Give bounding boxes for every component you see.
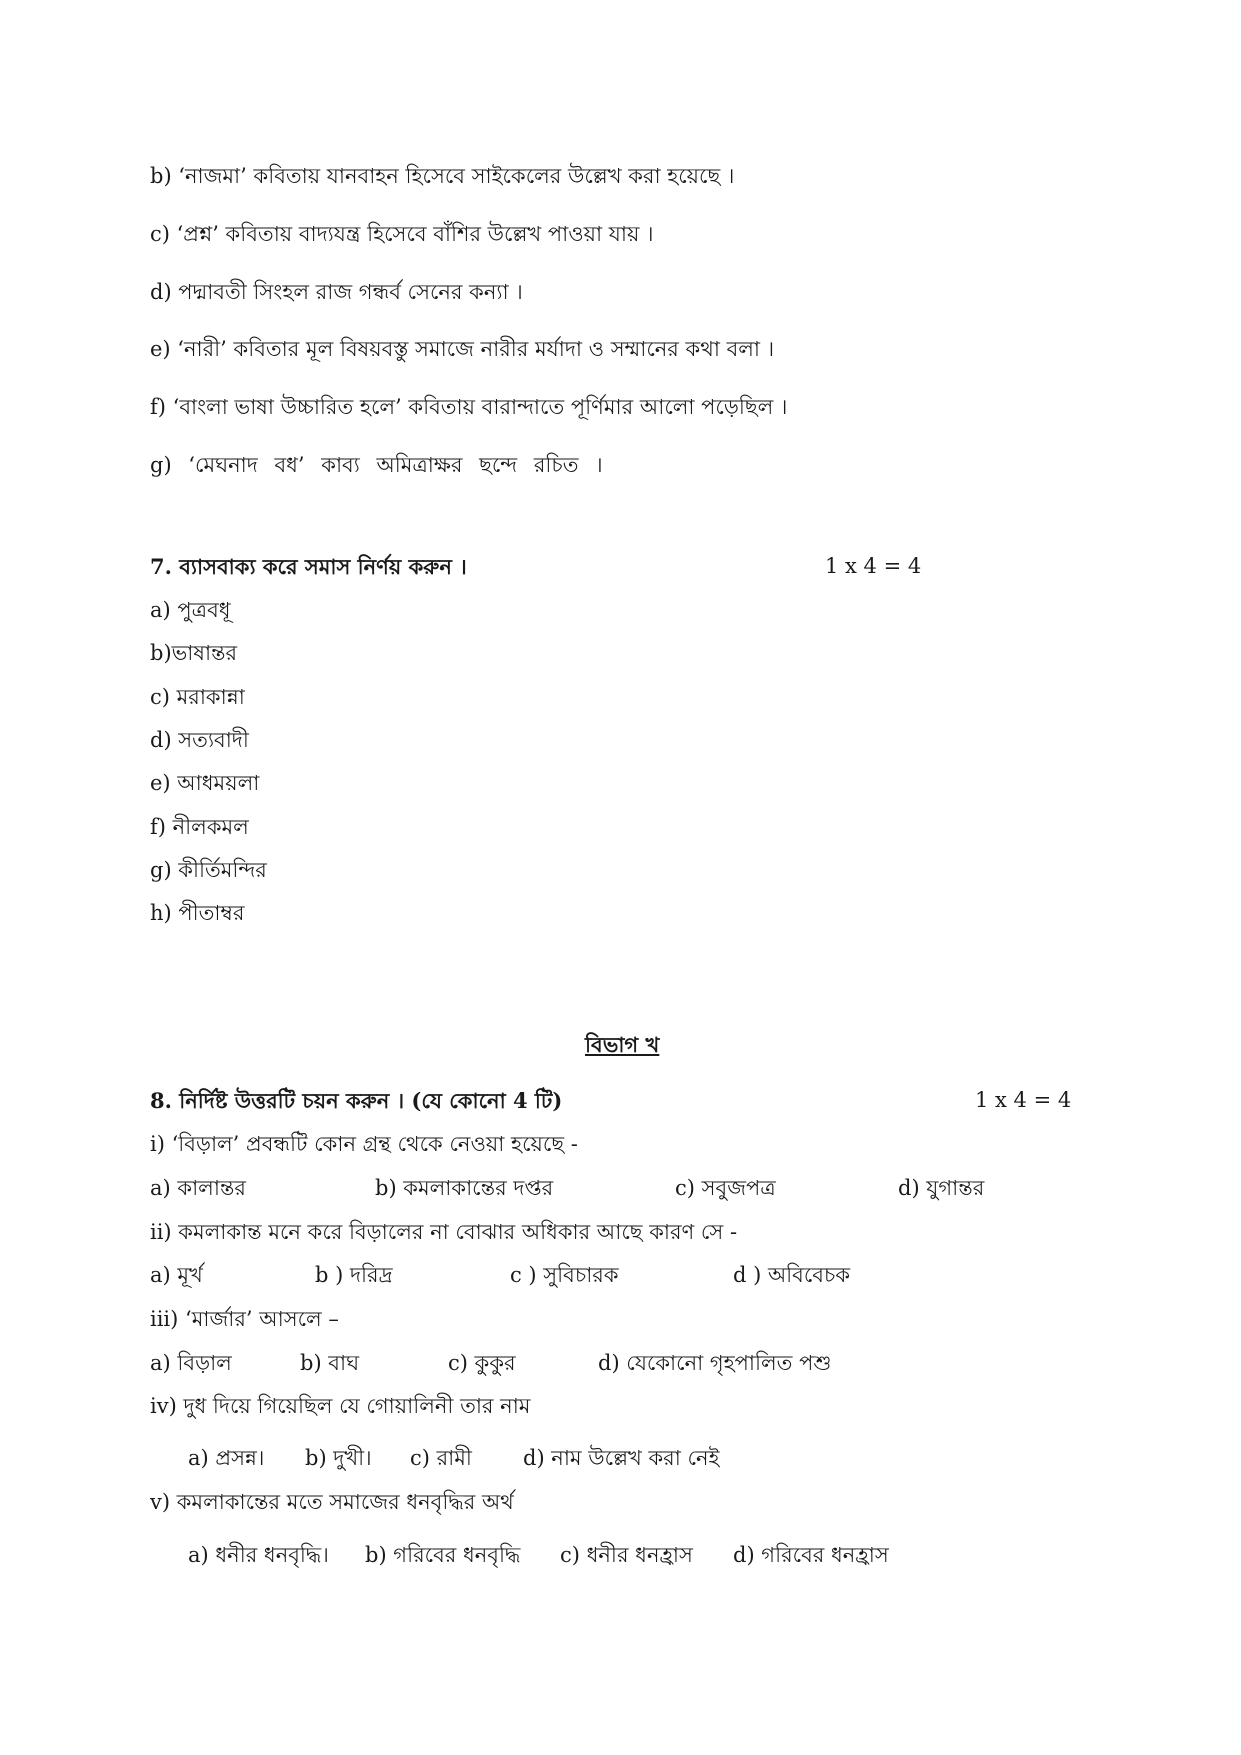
- q7-item-d: d) সত্যবাদী: [150, 728, 249, 752]
- q7-marks: 1 x 4 = 4: [825, 554, 922, 578]
- q8-i-question: i) ‘বিড়াল’ প্রবন্ধটি কোন গ্রন্থ থেকে নেওয়া হয়েছে -: [150, 1132, 578, 1156]
- q8-ii-question: ii) কমলাকান্ত মনে করে বিড়ালের না বোঝার অধিকার আছে কারণ সে -: [150, 1220, 738, 1244]
- q8-title: 8. নির্দিষ্ট উত্তরটি চয়ন করুন । (যে কোনো 4 টি): [150, 1088, 563, 1113]
- q8-i-option-b: b) কমলাকান্তের দপ্তর: [375, 1176, 554, 1200]
- q7-title: 7. ব্যাসবাক্য করে সমাস নির্ণয় করুন ।: [150, 554, 467, 579]
- statement-f: f) ‘বাংলা ভাষা উচ্চারিত হলে’ কবিতায় বারান্দাতে পূর্ণিমার আলো পড়েছিল ।: [150, 395, 788, 419]
- q7-item-e: e) আধময়লা: [150, 771, 260, 795]
- q8-iii-option-c: c) কুকুর: [448, 1351, 516, 1375]
- q8-ii-option-c: c ) সুবিচারক: [510, 1263, 619, 1287]
- q8-iii-question: iii) ‘মার্জার’ আসলে –: [150, 1307, 339, 1331]
- statement-c: c) ‘প্রশ্ন’ কবিতায় বাদ্যযন্ত্র হিসেবে বাঁশির উল্লেখ পাওয়া যায় ।: [150, 222, 654, 246]
- q7-item-b: b)ভাষান্তর: [150, 641, 238, 665]
- q8-i-option-d: d) যুগান্তর: [898, 1176, 985, 1200]
- q7-item-c: c) মরাকান্না: [150, 685, 245, 709]
- q8-ii-option-b: b ) দরিদ্র: [315, 1263, 393, 1287]
- q8-ii-option-a: a) মূর্খ: [150, 1263, 203, 1287]
- q8-v-option-c: c) ধনীর ধনহ্রাস: [560, 1543, 693, 1567]
- q8-iv-question: iv) দুধ দিয়ে গিয়েছিল যে গোয়ালিনী তার নাম: [150, 1394, 531, 1418]
- q8-i-option-c: c) সবুজপত্র: [675, 1176, 776, 1200]
- q8-iv-option-c: c) রামী: [410, 1446, 472, 1470]
- q8-ii-option-d: d ) অবিবেচক: [733, 1263, 851, 1287]
- statement-g: g) ‘মেঘনাদ বধ’ কাব্য অমিত্রাক্ষর ছন্দে রচিত ।: [150, 453, 603, 477]
- q8-v-question: v) কমলাকান্তের মতে সমাজের ধনবৃদ্ধির অর্থ: [150, 1490, 514, 1514]
- q8-v-option-d: d) গরিবের ধনহ্রাস: [733, 1543, 889, 1567]
- statement-e: e) ‘নারী’ কবিতার মূল বিষয়বস্তু সমাজে নারীর মর্যাদা ও সম্মানের কথা বলা ।: [150, 337, 775, 361]
- q8-marks: 1 x 4 = 4: [975, 1088, 1072, 1112]
- statement-d: d) পদ্মাবতী সিংহল রাজ গন্ধর্ব সেনের কন্যা ।: [150, 280, 523, 304]
- q7-item-f: f) নীলকমল: [150, 815, 249, 839]
- q8-i-option-a: a) কালান্তর: [150, 1176, 246, 1200]
- q7-item-h: h) পীতাম্বর: [150, 901, 245, 925]
- q8-v-option-b: b) গরিবের ধনবৃদ্ধি: [365, 1543, 521, 1567]
- q7-item-g: g) কীর্তিমন্দির: [150, 858, 267, 882]
- q8-iv-option-a: a) প্রসন্ন।: [188, 1446, 265, 1470]
- q8-iv-option-d: d) নাম উল্লেখ করা নেই: [523, 1446, 720, 1470]
- q8-iii-option-d: d) যেকোনো গৃহপালিত পশু: [598, 1351, 832, 1375]
- q8-iv-option-b: b) দুখী।: [305, 1446, 372, 1470]
- q7-item-a: a) পুত্রবধূ: [150, 598, 231, 622]
- q8-iii-option-a: a) বিড়াল: [150, 1351, 232, 1375]
- section-heading: বিভাগ খ: [585, 1032, 660, 1057]
- q8-v-option-a: a) ধনীর ধনবৃদ্ধি।: [188, 1543, 329, 1567]
- statement-b: b) ‘নাজমা’ কবিতায় যানবাহন হিসেবে সাইকেলের উল্লেখ করা হয়েছে ।: [150, 164, 735, 188]
- q8-iii-option-b: b) বাঘ: [300, 1351, 360, 1375]
